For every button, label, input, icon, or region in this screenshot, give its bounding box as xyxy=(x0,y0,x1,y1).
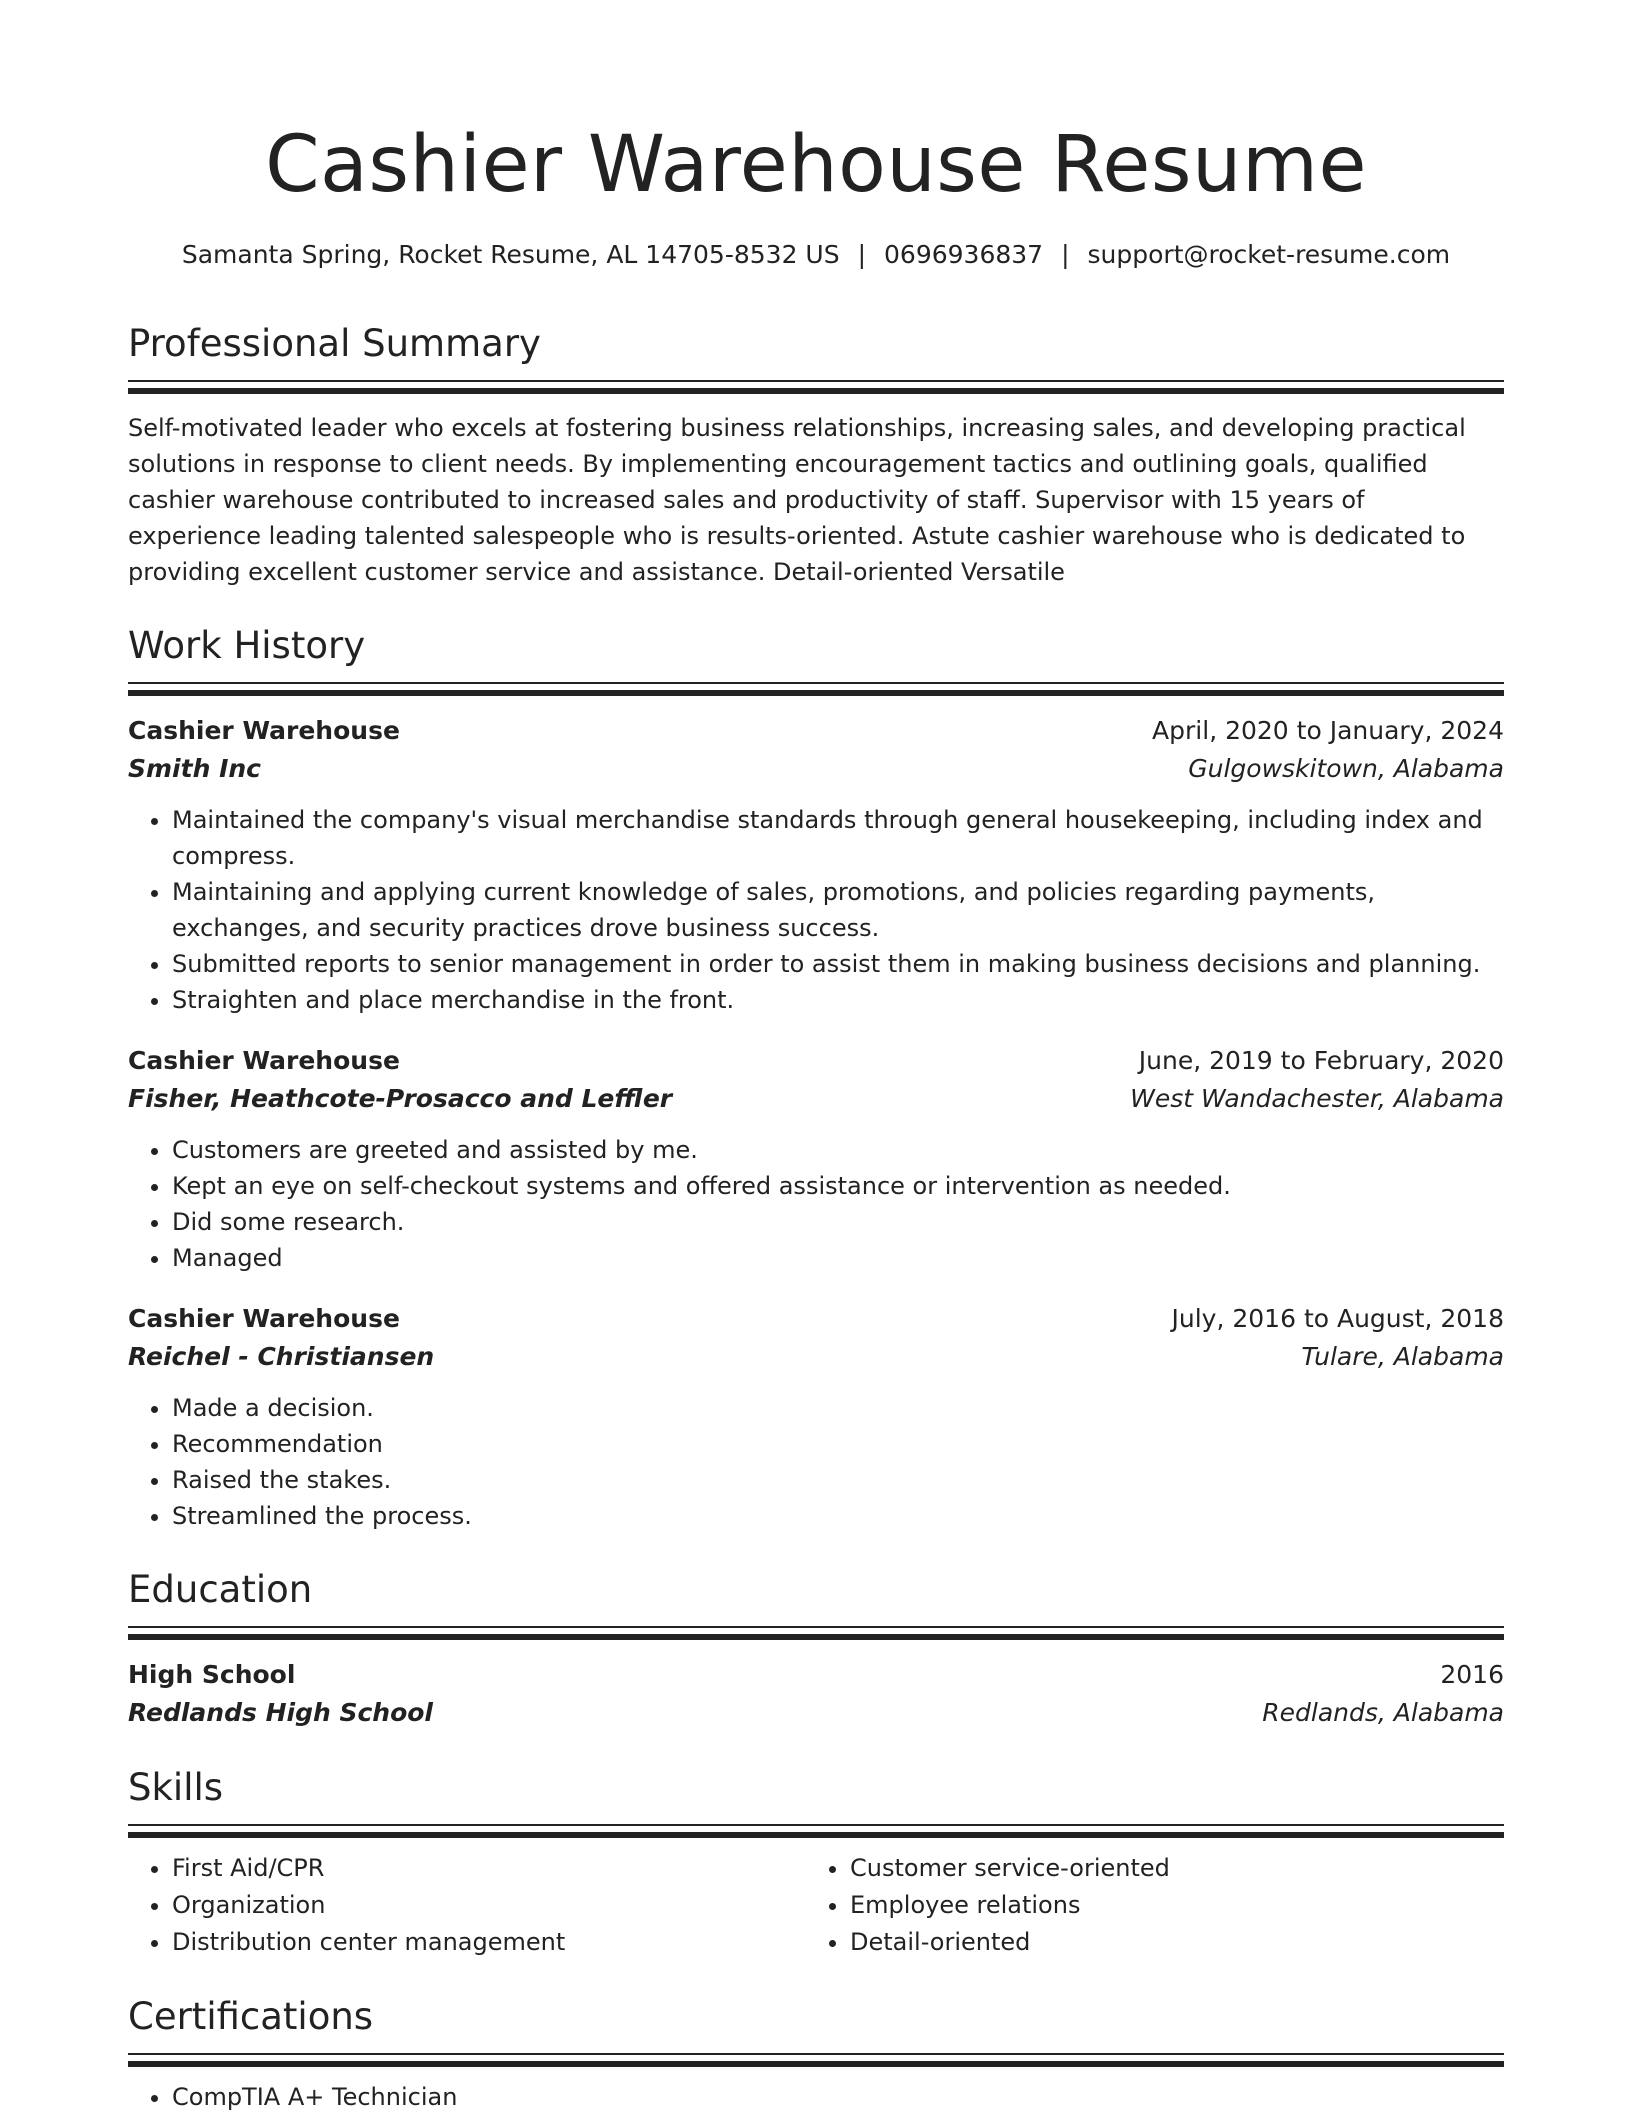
job-entry xyxy=(128,712,1504,1018)
section-divider-thin xyxy=(128,380,1504,382)
job-bullet: • Customers are greeted and assisted by me. xyxy=(172,1132,1504,1168)
job-header-row xyxy=(128,712,1504,750)
work-section xyxy=(128,620,1504,1534)
section-divider-thin xyxy=(128,2053,1504,2055)
job-bullet: • Made a decision. xyxy=(172,1390,1504,1426)
skills-column-left xyxy=(128,1850,806,1961)
section-divider-thin xyxy=(128,1824,1504,1826)
job-bullet: • Streamlined the process. xyxy=(172,1498,1504,1534)
job-title: Cashier Warehouse xyxy=(128,1304,400,1333)
job-bullet: • Straighten and place merchandise in the front. xyxy=(172,982,1504,1018)
job-header-row xyxy=(128,1300,1504,1338)
certifications-section xyxy=(128,1991,1504,2115)
education-location: Redlands, Alabama xyxy=(1262,1698,1504,1727)
contact-line xyxy=(0,240,1632,269)
contact-separator: | xyxy=(857,240,867,269)
skill-item: • Employee relations xyxy=(850,1887,1484,1924)
skills-columns xyxy=(128,1850,1504,1961)
education-year: 2016 xyxy=(1440,1660,1504,1689)
job-entry xyxy=(128,1042,1504,1276)
contact-phone: 0696936837 xyxy=(884,240,1044,269)
certification-item: • CompTIA A+ Technician xyxy=(172,2079,1504,2115)
job-bullet: • Managed xyxy=(172,1240,1504,1276)
job-bullet: • Did some research. xyxy=(172,1204,1504,1240)
job-bullet: • Maintaining and applying current knowledge of sales, promotions, and policies regarding payments, exchanges, and security practices drove business success. xyxy=(172,874,1504,946)
job-bullets xyxy=(128,1390,1504,1534)
section-divider-thick xyxy=(128,2061,1504,2067)
job-bullets xyxy=(128,1132,1504,1276)
summary-section xyxy=(128,318,1504,590)
job-company: Smith Inc xyxy=(128,754,261,783)
job-company-row xyxy=(128,750,1504,788)
job-dates: April, 2020 to January, 2024 xyxy=(1152,716,1504,745)
skill-item: • Organization xyxy=(172,1887,806,1924)
job-title: Cashier Warehouse xyxy=(128,1046,400,1075)
section-divider-thin xyxy=(128,1626,1504,1628)
job-entry xyxy=(128,1300,1504,1534)
skill-item: • Distribution center management xyxy=(172,1924,806,1961)
resume-title: Cashier Warehouse Resume xyxy=(265,120,1367,210)
job-company: Fisher, Heathcote-Prosacco and Leffler xyxy=(128,1084,673,1113)
contact-separator: | xyxy=(1061,240,1070,269)
job-location: Tulare, Alabama xyxy=(1301,1342,1504,1371)
section-divider-thin xyxy=(128,682,1504,684)
skills-section xyxy=(128,1762,1504,1961)
job-title: Cashier Warehouse xyxy=(128,716,400,745)
job-bullet: • Kept an eye on self-checkout systems and offered assistance or intervention as needed. xyxy=(172,1168,1504,1204)
section-heading-certifications: Certifications xyxy=(128,1995,374,2038)
job-bullets xyxy=(128,802,1504,1018)
education-school-row xyxy=(128,1694,1504,1732)
section-heading-work: Work History xyxy=(128,624,366,667)
job-company: Reichel - Christiansen xyxy=(128,1342,435,1371)
education-header-row xyxy=(128,1656,1504,1694)
section-heading-skills: Skills xyxy=(128,1766,224,1809)
skill-item: • Customer service-oriented xyxy=(850,1850,1484,1887)
education-section xyxy=(128,1564,1504,1732)
section-divider-thick xyxy=(128,690,1504,696)
section-divider-thick xyxy=(128,388,1504,394)
contact-address: Samanta Spring, Rocket Resume, AL 14705-8532 US xyxy=(181,240,840,269)
job-company-row xyxy=(128,1338,1504,1376)
section-heading-summary: Professional Summary xyxy=(128,322,541,365)
job-dates: July, 2016 to August, 2018 xyxy=(1171,1304,1504,1333)
job-location: Gulgowskitown, Alabama xyxy=(1188,754,1504,783)
skill-item: • First Aid/CPR xyxy=(172,1850,806,1887)
skill-item: • Detail-oriented xyxy=(850,1924,1484,1961)
education-degree: High School xyxy=(128,1660,296,1689)
job-bullet: • Submitted reports to senior management in order to assist them in making business decisions and planning. xyxy=(172,946,1504,982)
skills-column-right xyxy=(806,1850,1484,1961)
job-bullet: • Recommendation xyxy=(172,1426,1504,1462)
job-bullet: • Raised the stakes. xyxy=(172,1462,1504,1498)
job-dates: June, 2019 to February, 2020 xyxy=(1138,1046,1504,1075)
job-location: West Wandachester, Alabama xyxy=(1130,1084,1504,1113)
summary-text: Self-motivated leader who excels at fostering business relationships, increasing sales, and developing practical solutions in response to client needs. By implementing encouragement tactics and outlining goals, qualified cashier warehouse contributed to increased sales and productivity of staff. Supervisor with 15 years of experience leading talented salespeople who is results-oriented. Astute cashier warehouse who is dedicated to providing excellent customer service and assistance. Detail-oriented Versatile xyxy=(128,414,1466,586)
job-company-row xyxy=(128,1080,1504,1118)
section-divider-thick xyxy=(128,1634,1504,1640)
section-heading-education: Education xyxy=(128,1568,313,1611)
section-divider-thick xyxy=(128,1832,1504,1838)
certifications-list xyxy=(128,2079,1504,2115)
education-school: Redlands High School xyxy=(128,1698,434,1727)
education-entry xyxy=(128,1656,1504,1732)
job-bullet: • Maintained the company's visual merchandise standards through general housekeeping, including index and compress. xyxy=(172,802,1504,874)
resume-content xyxy=(128,318,1504,2115)
job-header-row xyxy=(128,1042,1504,1080)
contact-email[interactable]: support@rocket-resume.com xyxy=(1087,240,1451,269)
